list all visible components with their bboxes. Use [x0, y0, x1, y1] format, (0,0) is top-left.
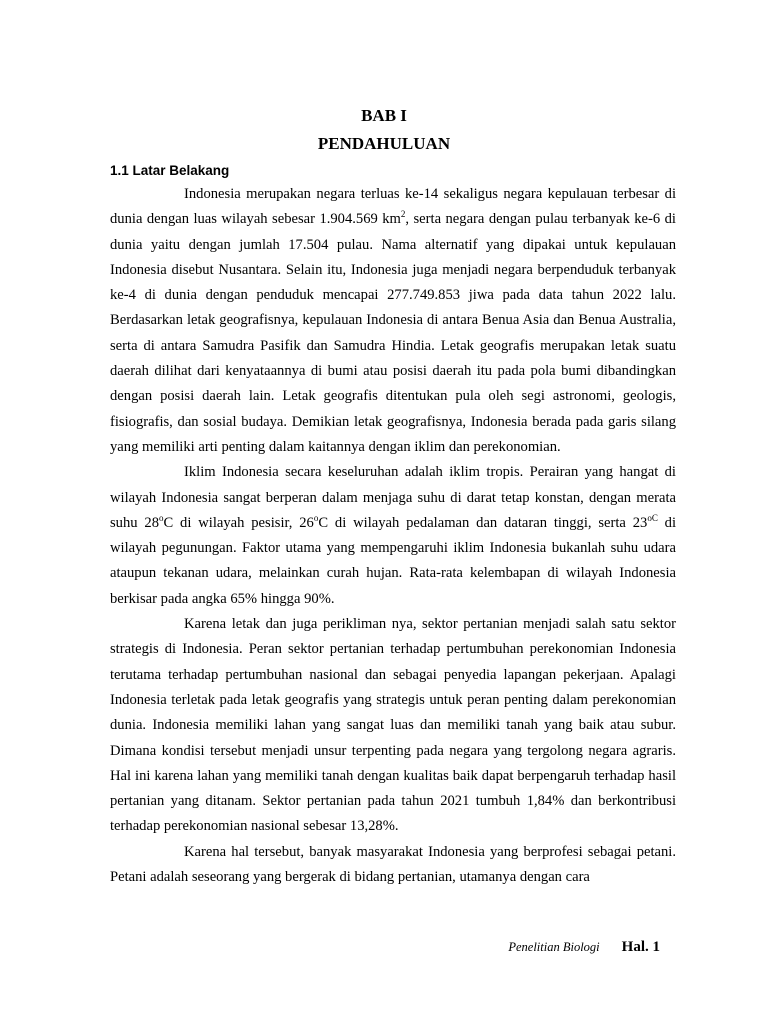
superscript: oC: [647, 513, 658, 523]
paragraph-3: Karena letak dan juga perikliman nya, sektor pertanian menjadi salah satu sektor strategis di Indonesia. Peran sektor pertanian terhadap pertumbuhan perekonomian Indonesia terutama terhadap pertumbuhan nasional dan sebagai penyedia lapangan pekerjaan. Apalagi Indonesia terletak pada letak geografis yang strategis untuk peran penting dalam perekonomian dunia. Indonesia memiliki lahan yang sangat luas dan memiliki tanah yang baik atau subur. Dimana kondisi tersebut menjadi unsur terpenting pada negara yang tergolong negara agraris. Hal ini karena lahan yang memiliki tanah dengan kualitas baik dapat berpengaruh terhadap hasil pertanian yang ditanam. Sektor pertanian pada tahun 2021 tumbuh 1,84% dan berkontribusi terhadap perekonomian nasional sebesar 13,28%.: [110, 616, 676, 835]
superscript: o: [159, 513, 164, 523]
superscript: o: [313, 513, 319, 523]
chapter-title: PENDAHULUAN: [317, 134, 451, 153]
paragraph-4: Karena hal tersebut, banyak masyarakat Indonesia yang berprofesi sebagai petani. Petani adalah seseorang yang bergerak di bidang pertanian, utamanya dengan cara: [110, 843, 676, 886]
superscript: 2: [400, 209, 406, 220]
section-title: 1.1 Latar Belakang: [110, 163, 230, 178]
chapter-number: BAB I: [361, 106, 407, 125]
page-footer: [508, 939, 660, 956]
footer-label: Penelitian Biologi: [508, 940, 600, 954]
page-number: Hal. 1: [621, 939, 660, 955]
body-text: [110, 182, 676, 890]
paragraph-2: Iklim Indonesia secara keseluruhan adalah iklim tropis. Perairan yang hangat di wilayah Indonesia sangat berperan dalam menjaga suhu di darat tetap konstan, dengan merata suhu 28$^o$C di wilayah pesisir, 26$^o$C di wilayah pedalaman dan dataran tinggi, serta $23^{oC}$ di wilayah pegunungan. Faktor utama yang mempengaruhi iklim Indonesia bukanlah suhu udara ataupun tekanan udara, melainkan curah hujan. Rata-rata kelembapan di wilayah Indonesia berkisar pada angka 65% hingga 90%.: [110, 464, 677, 607]
paragraph-1: Indonesia merupakan negara terluas ke-14 sekaligus negara kepulauan terbesar di dunia dengan luas wilayah sebesar 1.904.569 $km^2$, serta negara dengan pulau terbanyak ke-6 di dunia yaitu dengan jumlah 17.504 pulau. Nama alternatif yang dipakai untuk kepulauan Indonesia disebut Nusantara. Selain itu, Indonesia juga menjadi negara berpenduduk terbanyak ke-4 di dunia dengan penduduk mencapai 277.749.853 jiwa pada data tahun 2022 lalu. Berdasarkan letak geografisnya, kepulauan Indonesia di antara Benua Asia dan Benua Australia, serta di antara Samudra Pasifik dan Samudra Hindia. Letak geografis merupakan letak suatu daerah dilihat dari kenyataannya di bumi atau posisi daerah itu pada pola bumi dibandingkan dengan posisi daerah lain. Letak geografis ditentukan pula oleh segi astronomi, geologis, fisiografis, dan sosial budaya. Demikian letak geografisnya, Indonesia berada pada garis silang yang memiliki arti penting dalam kaitannya dengan iklim dan perekonomian.: [110, 186, 676, 455]
